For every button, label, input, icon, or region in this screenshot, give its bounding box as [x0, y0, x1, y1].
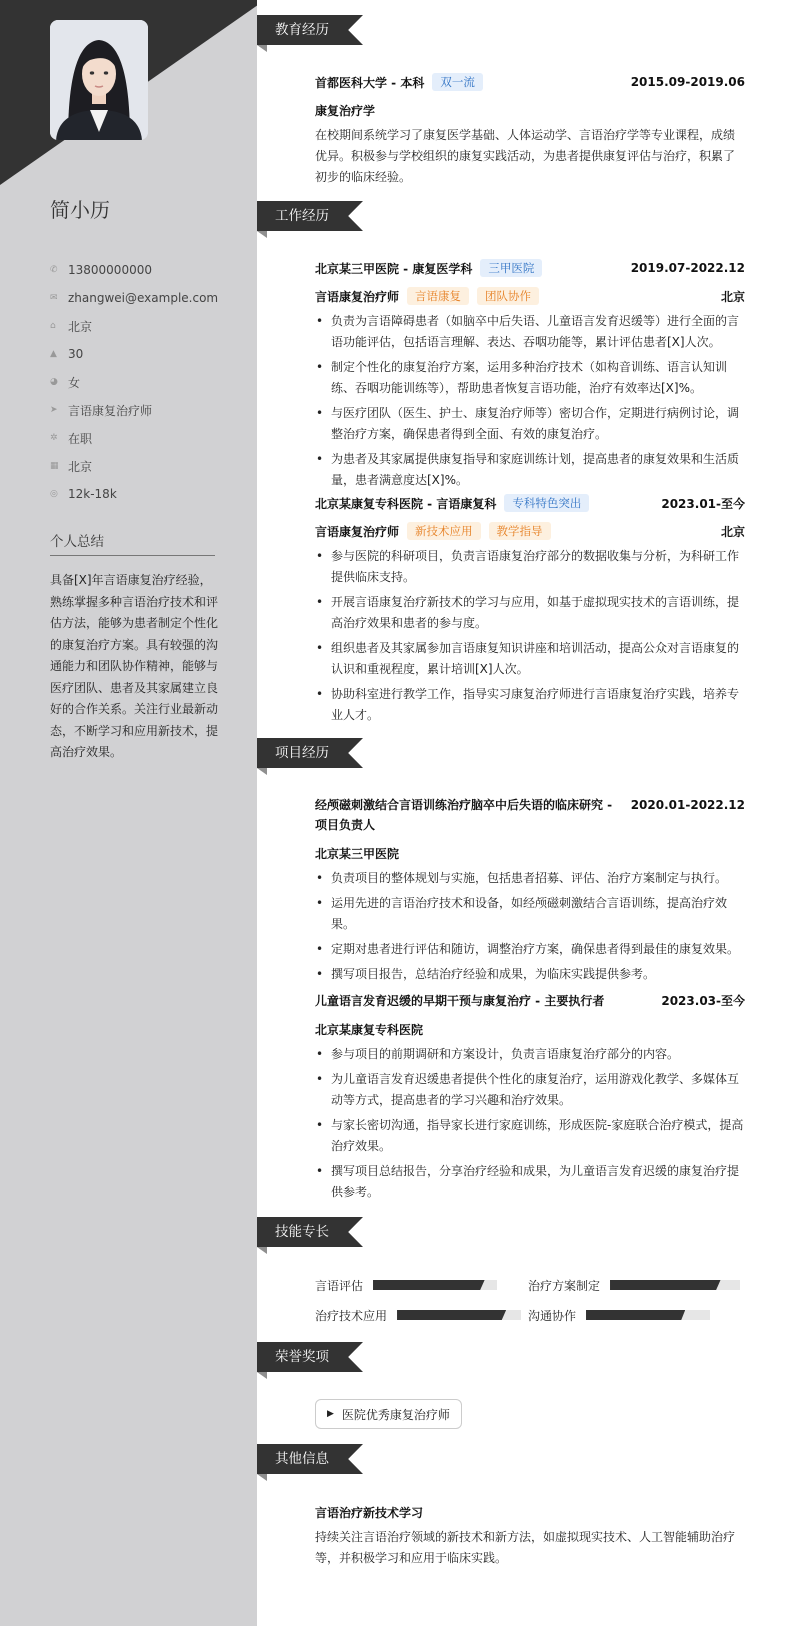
bullet-item: • 制定个性化的康复治疗方案，运用多种治疗技术（如构音训练、语言认知训练、吞咽功能训练等），帮助患者恢复言语功能，治疗有效率达[X]%。: [315, 357, 745, 399]
info-value: 北京: [68, 319, 93, 334]
project-header: [315, 795, 745, 835]
skill-name: 治疗方案制定: [528, 1278, 601, 1293]
project-header: [315, 991, 745, 1011]
bullet-item: • 协助科室进行教学工作，指导实习康复治疗师进行言语康复治疗实践，培养专业人才。: [315, 684, 745, 726]
mail-icon: ✉: [50, 293, 58, 303]
work-header: [315, 258, 745, 278]
skill-bar-fill: [610, 1280, 721, 1290]
section-other-header: [257, 1444, 363, 1474]
section-projects-header: [257, 738, 363, 768]
project-entry: [315, 795, 745, 989]
work-org-tag: 三甲医院: [480, 259, 542, 277]
section-education-header: [257, 15, 363, 45]
section-title: 其他信息: [275, 1451, 329, 1467]
major: 康复治疗学: [315, 103, 376, 118]
role-tag: 教学指导: [489, 522, 551, 540]
project-org: 北京某三甲医院: [315, 846, 400, 861]
work-entry: [315, 493, 745, 730]
section-title: 工作经历: [275, 208, 329, 224]
education-description: 在校期间系统学习了康复医学基础、人体运动学、言语治疗学等专业课程，成绩优异。积极参与学校组织的康复实践活动，为患者提供康复评估与治疗，积累了初步的临床经验。: [315, 128, 736, 184]
project-bullets: [315, 1044, 745, 1203]
award-chip: [315, 1399, 462, 1429]
bullet-item: • 开展言语康复治疗新技术的学习与应用，如基于虚拟现实技术的言语训练，提高治疗效果和患者的参与度。: [315, 592, 745, 634]
age-icon: ▲: [50, 349, 57, 359]
project-org-row: [315, 843, 745, 863]
bullet-item: • 负责为言语障碍患者（如脑卒中后失语、儿童语言发育迟缓等）进行全面的言语功能评估，包括语言理解、表达、吞咽功能等，累计评估患者[X]人次。: [315, 311, 745, 353]
skill-bar: [610, 1280, 740, 1290]
project-org: 北京某康复专科医院: [315, 1022, 424, 1037]
info-row: [50, 256, 250, 284]
contact-info-list: [50, 256, 250, 508]
skill-bar-fill: [586, 1310, 685, 1320]
skill-item: [528, 1278, 740, 1292]
salary-icon: ◎: [50, 489, 58, 499]
bullet-item: • 与家长密切沟通，指导家长进行家庭训练，形成医院-家庭联合治疗模式，提高治疗效果。: [315, 1115, 745, 1157]
phone-icon: ✆: [50, 265, 58, 275]
section-awards-header: [257, 1342, 363, 1372]
skill-bar: [397, 1310, 521, 1320]
work-header: [315, 493, 745, 513]
section-skills-header: [257, 1217, 363, 1247]
section-work-header: [257, 201, 363, 231]
work-role: 言语康复治疗师: [315, 524, 400, 539]
bullet-item: • 为患者及其家属提供康复指导和家庭训练计划，提高患者的康复效果和生活质量，患者满意度达[X]%。: [315, 449, 745, 491]
education-entry: [315, 72, 745, 188]
work-org: 北京某康复专科医院 - 言语康复科: [315, 496, 497, 511]
bullet-item: • 定期对患者进行评估和随访，调整治疗方案，确保患者得到最佳的康复效果。: [315, 939, 745, 960]
skill-item: [315, 1308, 521, 1322]
school-name: 首都医科大学 - 本科: [315, 75, 425, 90]
role-tag: 新技术应用: [407, 522, 481, 540]
skill-bar-fill: [397, 1310, 506, 1320]
bullet-item: • 撰写项目报告，总结治疗经验和成果，为临床实践提供参考。: [315, 964, 745, 985]
skill-name: 沟通协作: [528, 1308, 577, 1323]
work-role-group: [315, 287, 539, 305]
gender-icon: ◕: [50, 377, 58, 387]
skill-bar: [373, 1280, 497, 1290]
info-value: zhangwei@example.com: [68, 291, 219, 305]
skill-item: [528, 1308, 710, 1322]
project-org-row: [315, 1019, 745, 1039]
work-org-tag: 专科特色突出: [504, 494, 589, 512]
project-bullets: [315, 868, 745, 985]
role-tag: 团队协作: [477, 287, 539, 305]
education-date: 2015.09-2019.06: [630, 75, 745, 89]
skill-item: [315, 1278, 497, 1292]
info-row: [50, 340, 250, 368]
section-title: 荣誉奖项: [275, 1349, 329, 1365]
project-title: 经颅磁刺激结合言语训练治疗脑卒中后失语的临床研究 - 项目负责人: [315, 798, 613, 832]
other-description: 持续关注言语治疗领域的新技术和新方法，如虚拟现实技术、人工智能辅助治疗等，并积极学习和应用于临床实践。: [315, 1530, 736, 1565]
work-role-row: [315, 521, 745, 541]
bullet-item: • 参与项目的前期调研和方案设计，负责言语康复治疗部分的内容。: [315, 1044, 745, 1065]
work-city: 北京: [720, 524, 745, 539]
main-content: [257, 0, 794, 1626]
work-bullets: [315, 546, 745, 726]
info-value: 30: [68, 347, 84, 361]
work-date: 2019.07-2022.12: [630, 261, 745, 275]
skill-name: 治疗技术应用: [315, 1308, 388, 1323]
bullet-item: • 负责项目的整体规划与实施，包括患者招募、评估、治疗方案制定与执行。: [315, 868, 745, 889]
other-entry: [315, 1502, 745, 1569]
work-entry: [315, 258, 745, 495]
project-date: 2020.01-2022.12: [630, 798, 745, 812]
status-icon: ✲: [50, 433, 58, 443]
section-title: 教育经历: [275, 22, 329, 38]
project-date: 2023.03-至今: [661, 994, 745, 1008]
info-value: 女: [68, 375, 81, 390]
work-city: 北京: [720, 289, 745, 304]
info-value: 13800000000: [68, 263, 152, 277]
home-icon: ⌂: [50, 321, 56, 331]
profile-photo: [50, 20, 148, 140]
project-entry: [315, 991, 745, 1207]
info-value: 在职: [68, 431, 93, 446]
profile-name: 简小历: [50, 198, 110, 222]
work-title-group: [315, 259, 542, 277]
work-title-group: [315, 494, 589, 512]
work-role-group: [315, 522, 551, 540]
section-title: 项目经历: [275, 745, 329, 761]
info-row: [50, 452, 250, 480]
sidebar: [0, 0, 257, 1626]
info-row: [50, 368, 250, 396]
skill-name: 言语评估: [315, 1278, 364, 1293]
info-value: 言语康复治疗师: [68, 403, 153, 418]
info-row: [50, 396, 250, 424]
role-tag: 言语康复: [407, 287, 469, 305]
info-row: [50, 424, 250, 452]
info-row: [50, 480, 250, 508]
info-row: [50, 312, 250, 340]
play-icon: ▶: [327, 1409, 334, 1419]
work-role-row: [315, 286, 745, 306]
bullet-item: • 撰写项目总结报告，分享治疗经验和成果，为儿童语言发育迟缓的康复治疗提供参考。: [315, 1161, 745, 1203]
school-tag: 双一流: [432, 73, 483, 91]
bullet-item: • 参与医院的科研项目，负责言语康复治疗部分的数据收集与分析，为科研工作提供临床支持。: [315, 546, 745, 588]
work-role: 言语康复治疗师: [315, 289, 400, 304]
bullet-item: • 为儿童语言发育迟缓患者提供个性化的康复治疗，运用游戏化教学、多媒体互动等方式，提高患者的学习兴趣和治疗效果。: [315, 1069, 745, 1111]
section-title: 技能专长: [275, 1224, 329, 1240]
work-date: 2023.01-至今: [661, 496, 745, 511]
info-row: [50, 284, 250, 312]
summary-divider: [50, 555, 215, 556]
other-title: 言语治疗新技术学习: [315, 1505, 424, 1520]
skill-bar: [586, 1310, 710, 1320]
building-icon: ▦: [50, 461, 59, 471]
summary-text: 具备[X]年言语康复治疗经验，熟练掌握多种言语治疗技术和评估方法，能够为患者制定个性化的康复治疗方案。具有较强的沟通能力和团队协作精神，能够与医疗团队、患者及其家属建立良好的合作关系。关注行业最新动态，不断学习和应用新技术，提高治疗效果。: [50, 573, 219, 759]
work-bullets: [315, 311, 745, 491]
summary-title: 个人总结: [50, 534, 104, 550]
skill-bar-fill: [373, 1280, 485, 1290]
award-label: 医院优秀康复治疗师: [341, 1407, 450, 1422]
info-value: 北京: [68, 459, 93, 474]
bullet-item: • 运用先进的言语治疗技术和设备，如经颅磁刺激结合言语训练，提高治疗效果。: [315, 893, 745, 935]
project-title: 儿童语言发育迟缓的早期干预与康复治疗 - 主要执行者: [315, 994, 605, 1008]
bullet-item: • 组织患者及其家属参加言语康复知识讲座和培训活动，提高公众对言语康复的认识和重视程度，累计培训[X]人次。: [315, 638, 745, 680]
send-icon: ➤: [50, 405, 58, 415]
info-value: 12k-18k: [68, 487, 117, 501]
bullet-item: • 与医疗团队（医生、护士、康复治疗师等）密切合作，定期进行病例讨论，调整治疗方案，确保患者得到全面、有效的康复治疗。: [315, 403, 745, 445]
work-org: 北京某三甲医院 - 康复医学科: [315, 261, 473, 276]
